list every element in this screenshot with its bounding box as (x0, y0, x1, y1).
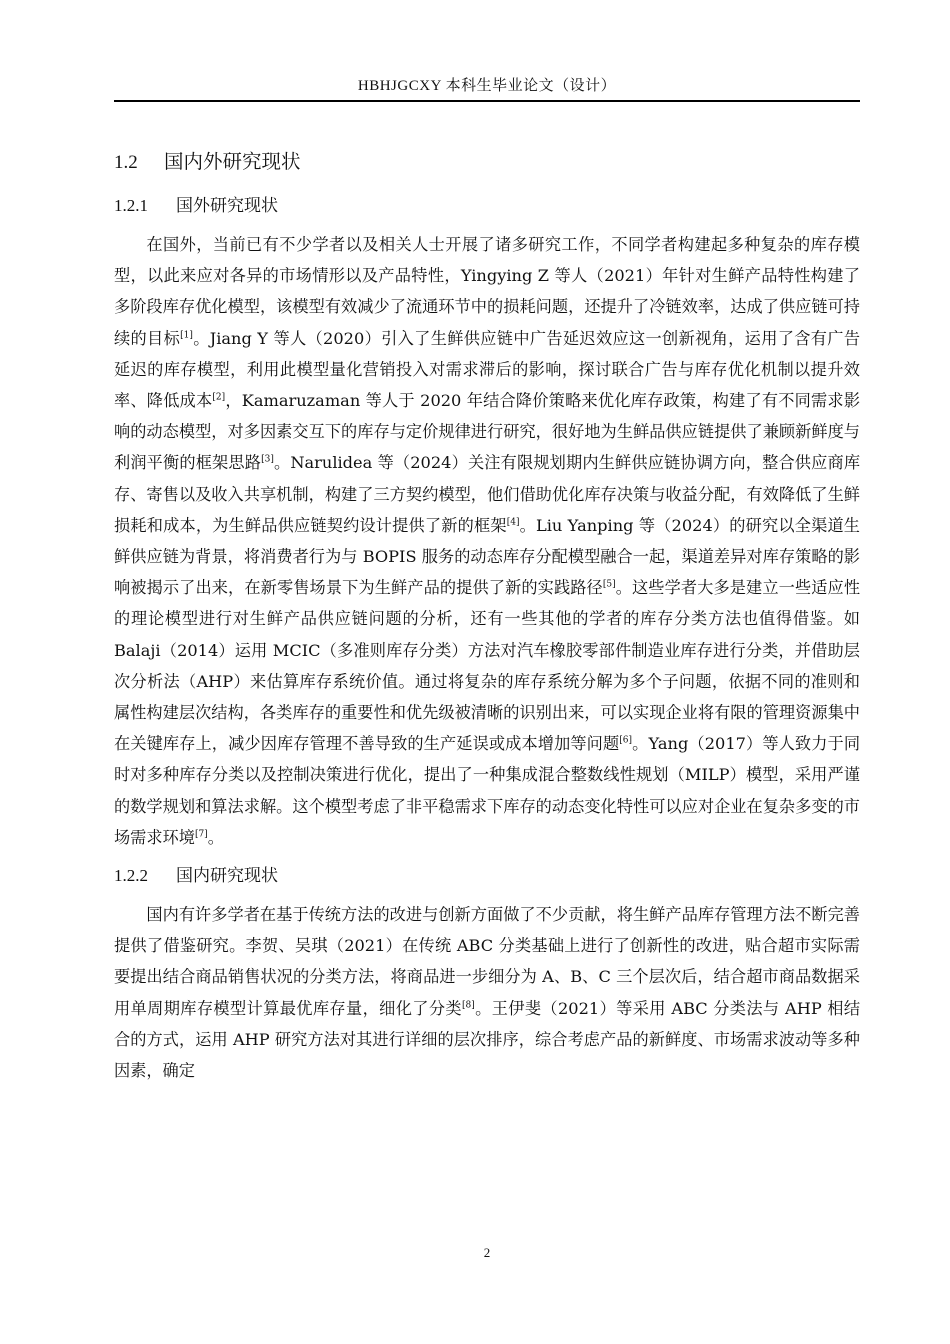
body-text (114, 148, 860, 1096)
citation-2: [2] (212, 392, 226, 403)
citation-5: [5] (602, 579, 616, 590)
section-number: 1.2 (114, 152, 138, 173)
subsection-number: 1.2.1 (114, 196, 148, 215)
subsection-heading-domestic (114, 863, 860, 889)
citation-1: [1] (180, 330, 193, 341)
paragraph-foreign-research: 在国外，当前已有不少学者以及相关人士开展了诸多研究工作，不同学者构建起多种复杂的库存模型，以此来应对各异的市场情形以及产品特性，Yingying Z 等人（2021）年针对生鲜产品特性构建了多阶段库存优化模型，该模型有效减少了流通环节中的损耗问题，还提升了冷链效率，达成了供应链可持续的目标[1]。Jiang Y 等人（2020）引入了生鲜供应链中广告延迟效应这一创新视角，运用了含有广告延迟的库存模型，利用此模型量化营销投入对需求滞后的影响，探讨联合广告与库存优化机制以提升效率、降低成本[2]，Kamaruzaman 等人于 2020 年结合降价策略来优化库存政策，构建了有不同需求影响的动态模型，对多因素交互下的库存与定价规律进行研究，很好地为生鲜品供应链提供了兼顾新鲜度与利润平衡的框架思路[3]。Narulidea 等（2024）关注有限规划期内生鲜供应链协调方向，整合供应商库存、寄售以及收入共享机制，构建了三方契约模型，他们借助优化库存决策与收益分配，有效降低了生鲜损耗和成本，为生鲜品供应链契约设计提供了新的框架[4]。Liu Yanping 等（2024）的研究以全渠道生鲜供应链为背景，将消费者行为与 BOPIS 服务的动态库存分配模型融合一起，渠道差异对库存策略的影响被揭示了出来，在新零售场景下为生鲜产品的提供了新的实践路径[5]。这些学者大多是建立一些适应性的理论模型进行对生鲜产品供应链问题的分析，还有一些其他的学者的库存分类方法也值得借鉴。如 Balaji（2014）运用 MCIC（多准则库存分类）方法对汽车橡胶零部件制造业库存进行分类，并借助层次分析法（AHP）来估算库存系统价值。通过将复杂的库存系统分解为多个子问题，依据不同的准则和属性构建层次结构，各类库存的重要性和优先级被清晰的识别出来，可以实现企业将有限的管理资源集中在关键库存上，减少因库存管理不善导致的生产延误或成本增加等问题[6]。Yang（2017）等人致力于同时对多种库存分类以及控制决策进行优化，提出了一种集成混合整数线性规划（MILP）模型，采用严谨的数学规划和算法求解。这个模型考虑了非平稳需求下库存的动态变化特性可以应对企业在复杂多变的市场需求环境[7]。 (114, 235, 861, 847)
citation-7: [7] (194, 829, 208, 840)
citation-3: [3] (261, 455, 274, 466)
page-number: 2 (483, 1245, 491, 1260)
paragraph-domestic-research: 国内有许多学者在基于传统方法的改进与创新方面做了不少贡献，将生鲜产品库存管理方法不断完善提供了借鉴研究。李贺、吴琪（2021）在传统 ABC 分类基础上进行了创新性的改进，贴合超市实际需要提出结合商品销售状况的分类方法，将商品进一步细分为 A、B、C 三个层次后，结合超市商品数据采用单周期库存模型计算最优库存量，细化了分类[8]。王伊斐（2021）等采用 ABC 分类法与 AHP 相结合的方式，运用 AHP 研究方法对其进行详细的层次排序，综合考虑产品的新鲜度、市场需求波动等多种因素，确定 (114, 905, 861, 1081)
subsection-title: 国内研究现状 (176, 866, 278, 887)
citation-4: [4] (506, 517, 520, 528)
subsection-heading-foreign (114, 193, 860, 219)
citation-8: [8] (462, 1000, 475, 1011)
running-header: HBHJGCXY 本科生毕业论文（设计） (357, 78, 617, 94)
section-heading (114, 148, 860, 177)
subsection-number: 1.2.2 (114, 866, 148, 886)
header-rule (114, 100, 860, 102)
subsection-title: 国外研究现状 (176, 196, 278, 216)
citation-6: [6] (619, 735, 633, 746)
section-title: 国内外研究现状 (164, 150, 301, 173)
